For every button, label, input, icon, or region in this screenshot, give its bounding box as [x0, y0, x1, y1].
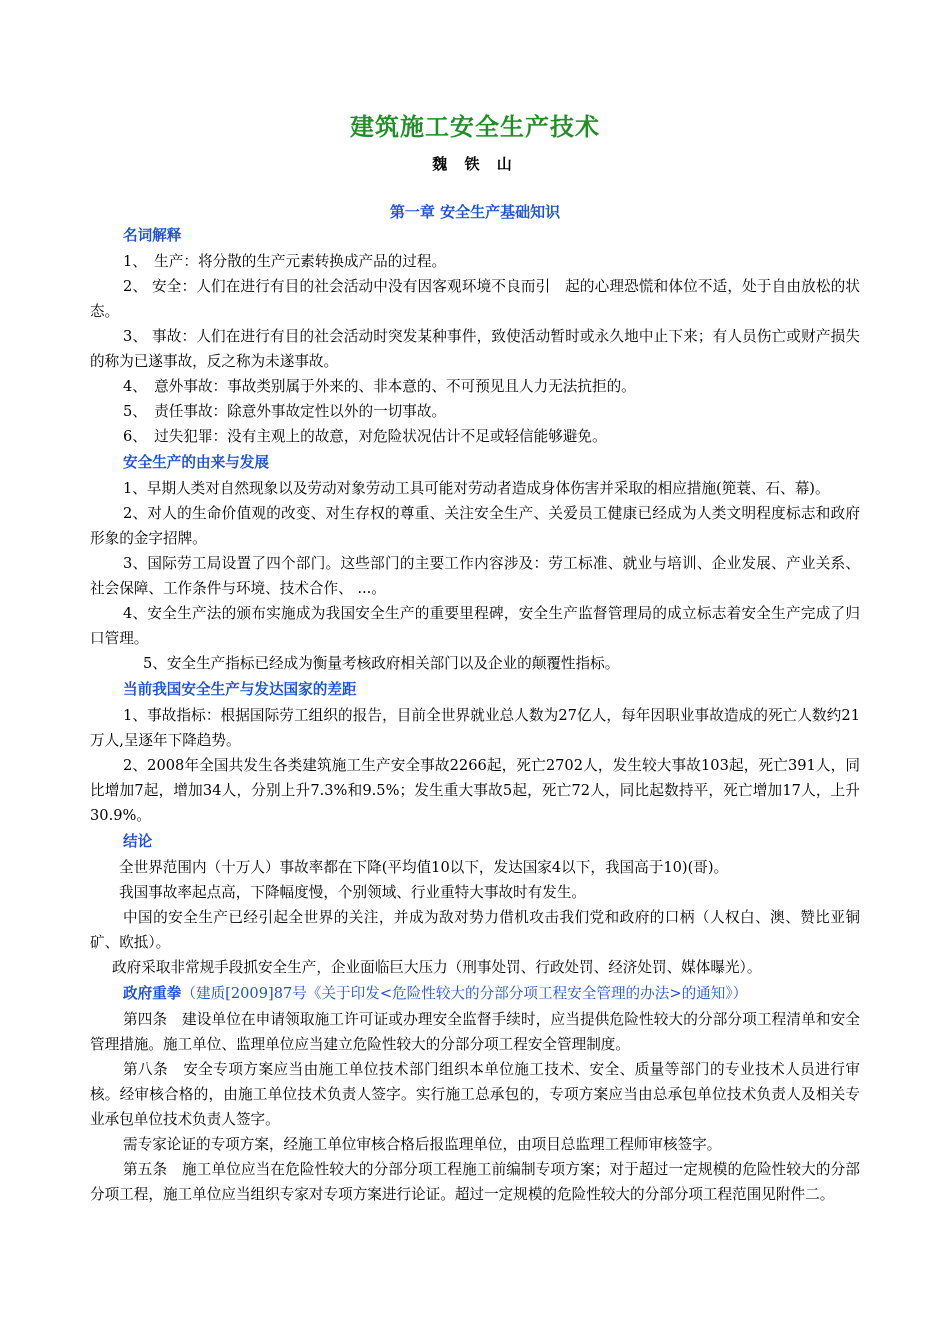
origin-item: 5、安全生产指标已经成为衡量考核政府相关部门以及企业的颠覆性指标。 — [143, 655, 620, 672]
document-title: 建筑施工安全生产技术 — [350, 113, 600, 141]
term-item: 3、 事故：人们在进行有目的社会活动时突发某种事件，致使活动暂时或永久地中止下来；有人员伤亡或财产损失的称为已遂事故，反之称为未遂事故。 — [90, 328, 860, 370]
government-reference: （建质[2009]87号《关于印发<危险性较大的分部分项工程安全管理的办法>的通知》） — [181, 985, 748, 1002]
term-item: 5、 责任事故：除意外事故定性以外的一切事故。 — [123, 403, 447, 420]
regulation-item: 第五条 施工单位应当在危险性较大的分部分项工程施工前编制专项方案；对于超过一定规模的危险性较大的分部分项工程，施工单位应当组织专家对专项方案进行论证。超过一定规模的危险性较大的分部分项工程范围见附件二。 — [90, 1161, 860, 1203]
section-heading-origin: 安全生产的由来与发展 — [123, 454, 269, 471]
section-heading-government — [90, 981, 860, 1006]
gap-item: 1、事故指标：根据国际劳工组织的报告，目前全世界就业总人数为27亿人，每年因职业事故造成的死亡人数约21万人,呈逐年下降趋势。 — [90, 707, 860, 749]
term-item: 4、 意外事故：事故类别属于外来的、非本意的、不可预见且人力无法抗拒的。 — [123, 378, 636, 395]
regulation-item: 第四条 建设单位在申请领取施工许可证或办理安全监督手续时，应当提供危险性较大的分部分项工程清单和安全管理措施。施工单位、监理单位应当建立危险性较大的分部分项工程安全管理制度。 — [90, 1011, 860, 1053]
term-item: 2、 安全：人们在进行有目的社会活动中没有因客观环境不良而引 起的心理恐慌和体位不适，处于自由放松的状态。 — [90, 278, 860, 320]
conclusion-item: 政府采取非常规手段抓安全生产，企业面临巨大压力（刑事处罚、行政处罚、经济处罚、媒体曝光）。 — [112, 959, 762, 976]
document-body — [90, 222, 860, 1207]
regulation-item: 第八条 安全专项方案应当由施工单位技术部门组织本单位施工技术、安全、质量等部门的专业技术人员进行审核。经审核合格的，由施工单位技术负责人签字。实行施工总承包的，专项方案应当由总承包单位技术负责人及相关专业承包单位技术负责人签字。 — [90, 1061, 860, 1128]
origin-item: 2、对人的生命价值观的改变、对生存权的尊重、关注安全生产、关爱员工健康已经成为人类文明程度标志和政府形象的金字招牌。 — [90, 505, 860, 547]
conclusion-item: 我国事故率起点高，下降幅度慢，个别领域、行业重特大事故时有发生。 — [119, 884, 587, 901]
section-heading-terms: 名词解释 — [123, 227, 182, 244]
conclusion-item: 全世界范围内（十万人）事故率都在下降(平均值10以下，发达国家4以下，我国高于10)(哥)。 — [119, 859, 729, 876]
section-heading-gap: 当前我国安全生产与发达国家的差距 — [123, 681, 357, 698]
conclusion-item: 中国的安全生产已经引起全世界的关注，并成为敌对势力借机攻击我们党和政府的口柄（人权白、澳、赞比亚铜矿、欧抵）。 — [90, 909, 860, 951]
government-heading-label: 政府重拳 — [123, 985, 182, 1002]
author-name: 魏 铁 山 — [432, 155, 518, 173]
chapter-heading: 第一章 安全生产基础知识 — [389, 203, 561, 221]
origin-item: 3、国际劳工局设置了四个部门。这些部门的主要工作内容涉及：劳工标准、就业与培训、企业发展、产业关系、社会保障、工作条件与环境、技术合作、 ...。 — [90, 555, 860, 597]
section-heading-conclusion: 结论 — [123, 833, 153, 850]
regulation-item: 需专家论证的专项方案，经施工单位审核合格后报监理单位，由项目总监理工程师审核签字。 — [123, 1136, 722, 1153]
origin-item: 4、安全生产法的颁布实施成为我国安全生产的重要里程碑，安全生产监督管理局的成立标志着安全生产完成了归口管理。 — [90, 605, 860, 647]
gap-item: 2、2008年全国共发生各类建筑施工生产安全事故2266起，死亡2702人，发生较大事故103起，死亡391人，同比增加7起，增加34人，分别上升7.3%和9.5%；发生重大事故5起，死亡72人，同比起数持平，死亡增加17人，上升30.9%。 — [90, 757, 860, 824]
term-item: 1、 生产：将分散的生产元素转换成产品的过程。 — [123, 253, 447, 270]
origin-item: 1、早期人类对自然现象以及劳动对象劳动工具可能对劳动者造成身体伤害并采取的相应措施(篼蓑、石、幕)。 — [123, 480, 830, 497]
term-item: 6、 过失犯罪：没有主观上的故意，对危险状况估计不足或轻信能够避免。 — [123, 428, 607, 445]
